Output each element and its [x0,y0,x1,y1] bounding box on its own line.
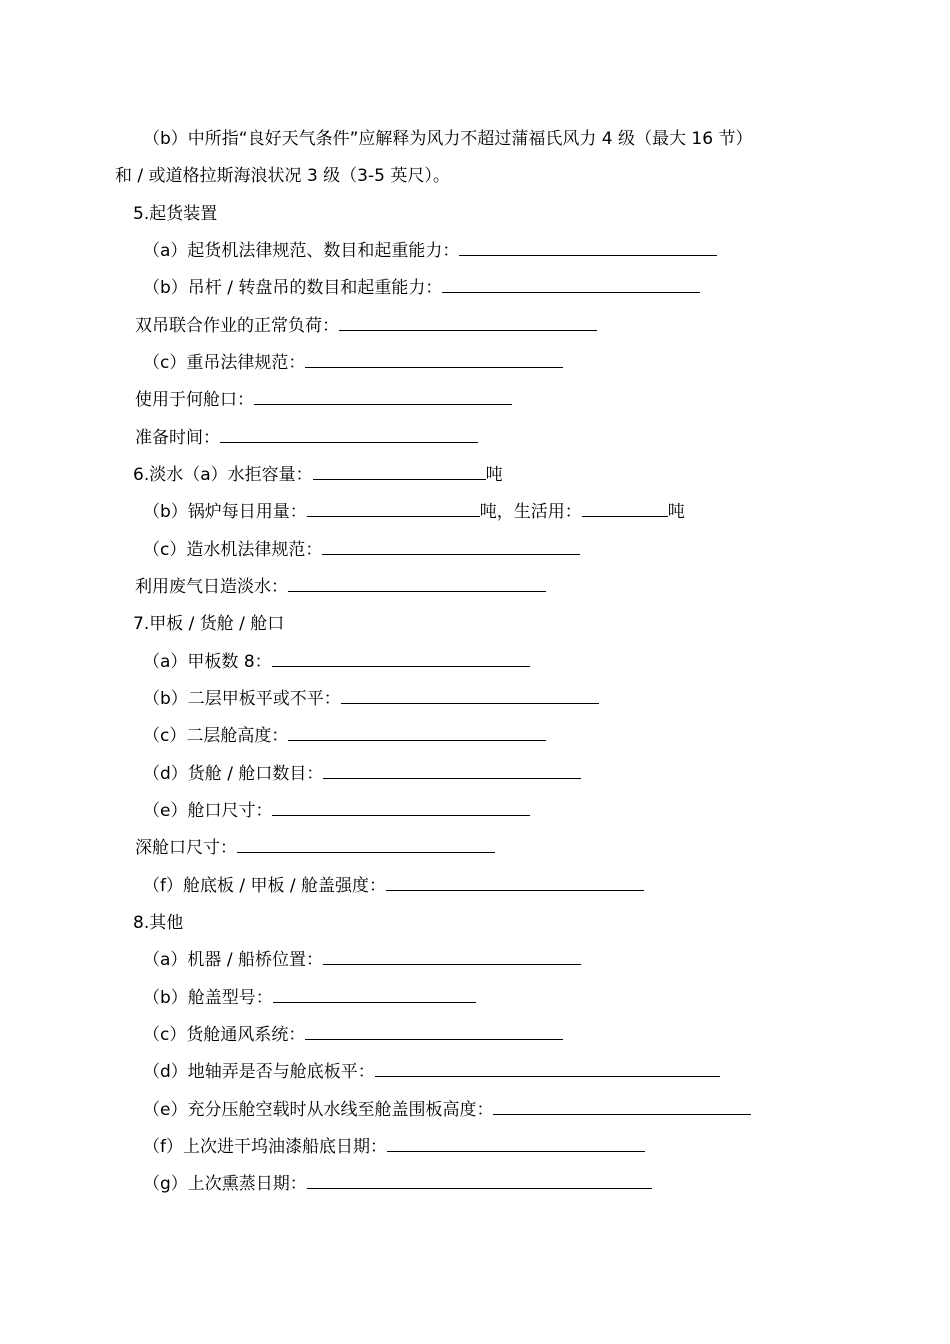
field-row-8f [143,1136,645,1158]
field-label: 双吊联合作业的正常负荷： [135,316,339,336]
field-label: （c）造水机法律规范： [143,540,323,560]
fill-in-blank[interactable] [323,949,581,965]
fill-in-blank[interactable] [493,1099,751,1115]
field-row-5a [143,240,717,262]
field-label: 吨，生活用： [479,502,582,522]
fill-in-blank[interactable] [273,987,476,1003]
fill-in-blank[interactable] [386,875,644,891]
section-heading: 7.甲板 / 货舱 / 舱口 [133,614,285,634]
field-label: （a）起货机法律规范、数目和起重能力： [143,241,460,261]
field-label: （d）地轴弄是否与舱底板平： [143,1062,375,1082]
field-label: 使用于何舱口： [135,390,254,410]
fill-in-blank[interactable] [582,501,668,517]
unit-label: 吨 [667,502,685,522]
field-row-7e2 [135,837,495,859]
field-row-8a [143,949,581,971]
intro-text: （b）中所指“良好天气条件”应解释为风力不超过蒲福氏风力 4 级（最大 16 节） [143,129,753,149]
field-row-6c [143,539,580,561]
field-row-8g [143,1173,652,1195]
section-7-heading [133,613,284,635]
field-row-5c [143,352,563,374]
field-label: （c）重吊法律规范： [143,353,306,373]
fill-in-blank[interactable] [341,688,599,704]
fill-in-blank[interactable] [387,1136,645,1152]
fill-in-blank[interactable] [288,576,546,592]
field-label: （c）二层舱高度： [143,726,289,746]
field-label: （a）机器 / 船桥位置： [143,950,323,970]
field-label: （a）甲板数 8： [143,652,272,672]
field-label: （e）舱口尺寸： [143,801,273,821]
field-row-7d [143,763,581,785]
field-label: 利用废气日造淡水： [135,577,288,597]
field-row-5c3 [135,427,478,449]
field-label: （g）上次熏蒸日期： [143,1174,307,1194]
field-label: 深舱口尺寸： [135,838,237,858]
field-label: 准备时间： [135,428,220,448]
field-row-8e [143,1099,751,1121]
field-label: （b）锅炉每日用量： [143,502,307,522]
field-row-7c [143,725,546,747]
unit-label: 吨 [485,465,503,485]
field-label: （f）舱底板 / 甲板 / 舱盖强度： [143,876,387,896]
field-row-8d [143,1061,720,1083]
field-row-6c2 [135,576,546,598]
field-row-6b [143,501,685,523]
section-heading: 5.起货装置 [133,204,218,224]
section-8-heading [133,912,183,934]
field-row-5b2 [135,315,597,337]
field-row-7e [143,800,530,822]
section-heading: 8.其他 [133,913,184,933]
fill-in-blank[interactable] [305,1024,563,1040]
field-label: （b）舱盖型号： [143,988,273,1008]
intro-text-line-2 [115,165,450,187]
field-row-6a [133,464,503,486]
field-label: （d）货舱 / 舱口数目： [143,764,324,784]
fill-in-blank[interactable] [237,837,495,853]
field-row-5b [143,277,700,299]
field-row-7b [143,688,599,710]
fill-in-blank[interactable] [220,427,478,443]
section-5-heading [133,203,217,225]
field-row-7f [143,875,644,897]
fill-in-blank[interactable] [322,539,580,555]
field-row-8b [143,987,476,1009]
field-row-5c2 [135,389,512,411]
fill-in-blank[interactable] [254,389,512,405]
fill-in-blank[interactable] [307,501,480,517]
fill-in-blank[interactable] [375,1061,720,1077]
field-label: （e）充分压舱空载时从水线至舱盖围板高度： [143,1100,494,1120]
field-label: （b）吊杆 / 转盘吊的数目和起重能力： [143,278,443,298]
field-label: （b）二层甲板平或不平： [143,689,341,709]
intro-text: 和 / 或道格拉斯海浪状况 3 级（3-5 英尺）。 [115,166,450,186]
field-row-7a [143,651,530,673]
fill-in-blank[interactable] [305,352,563,368]
fill-in-blank[interactable] [442,277,700,293]
fill-in-blank[interactable] [272,800,530,816]
intro-text-line-1 [143,128,752,150]
section-heading: 6.淡水（a）水拒容量： [133,465,313,485]
fill-in-blank[interactable] [323,763,581,779]
fill-in-blank[interactable] [272,651,530,667]
fill-in-blank[interactable] [313,464,486,480]
field-label: （f）上次进干坞油漆船底日期： [143,1137,387,1157]
fill-in-blank[interactable] [288,725,546,741]
field-row-8c [143,1024,563,1046]
fill-in-blank[interactable] [459,240,717,256]
field-label: （c）货舱通风系统： [143,1025,306,1045]
fill-in-blank[interactable] [307,1173,652,1189]
fill-in-blank[interactable] [339,315,597,331]
